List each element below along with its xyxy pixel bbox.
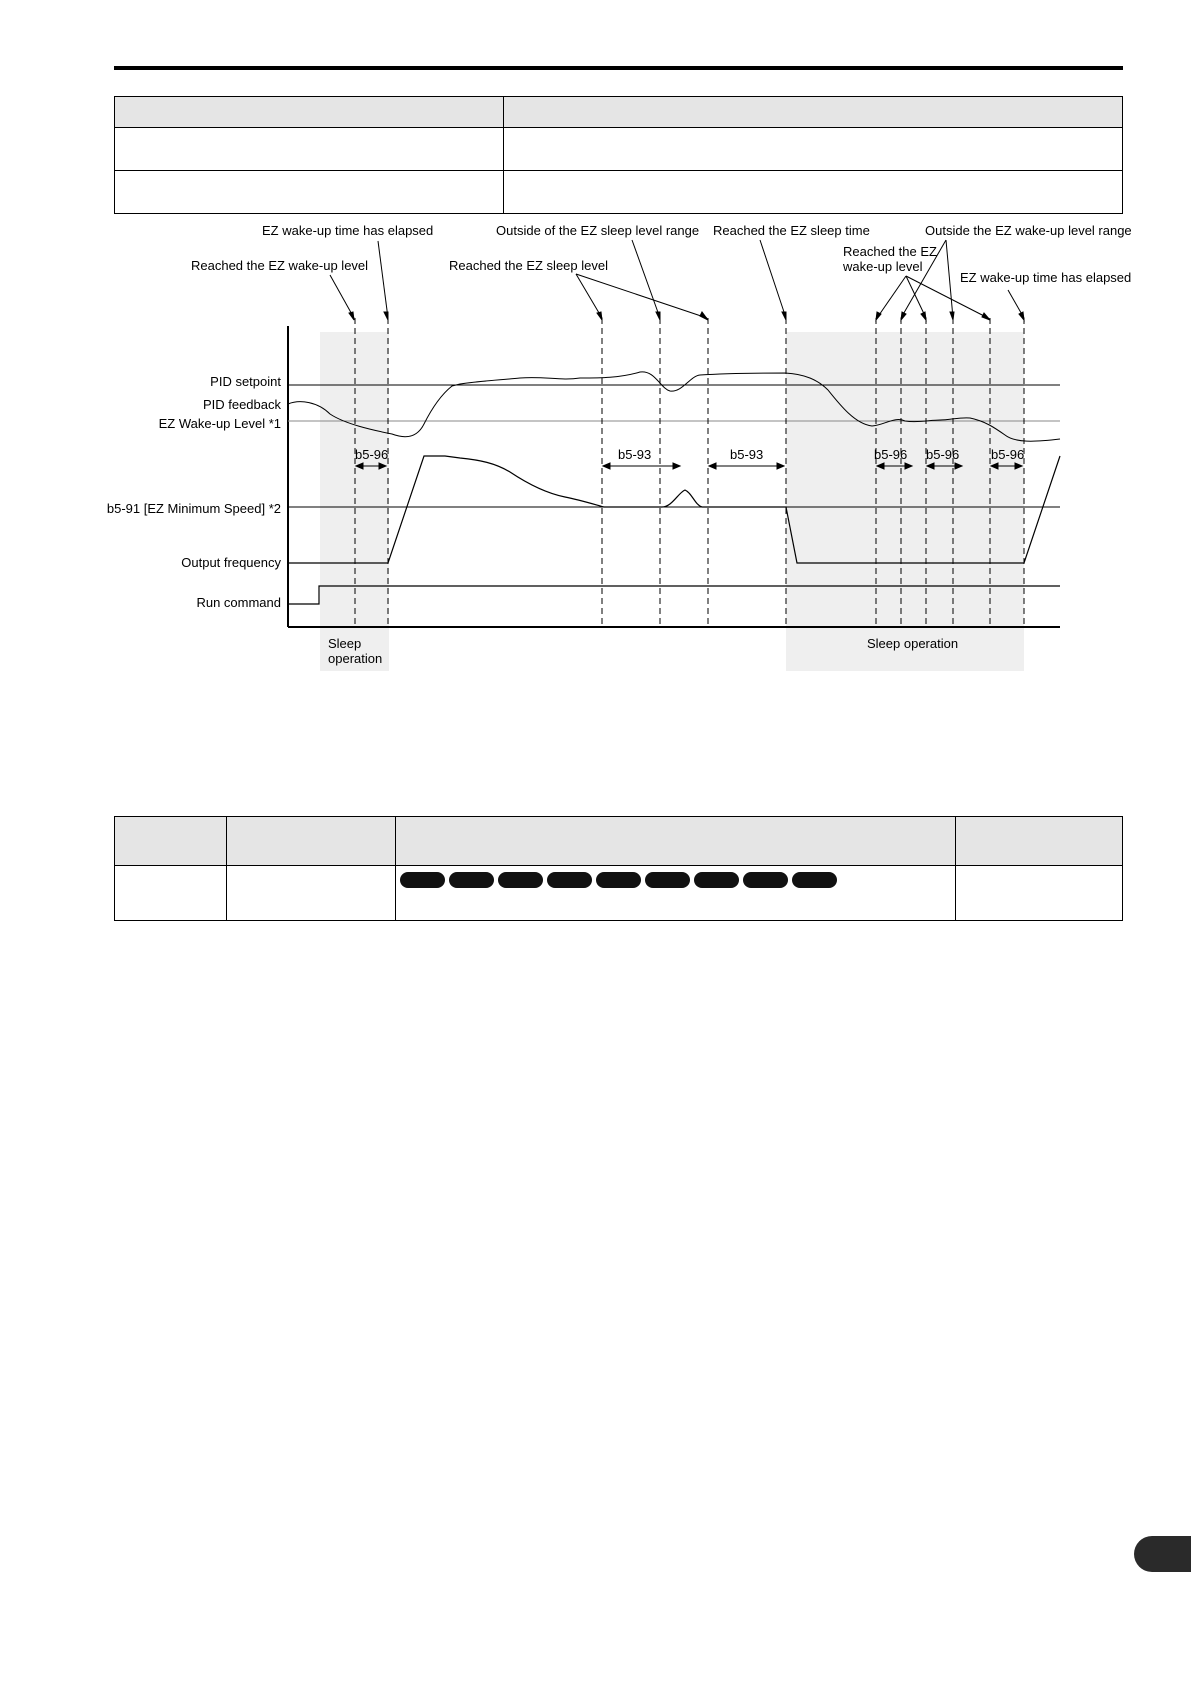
label-output-frequency: Output frequency: [181, 555, 281, 570]
drive-model-badge: [400, 872, 445, 888]
annotation-wakeup-time-elapsed-2: EZ wake-up time has elapsed: [960, 270, 1132, 285]
table-cell: [956, 866, 1123, 921]
region-label-sleep-1a: Sleep: [328, 636, 362, 651]
sleep-region-2: [786, 332, 1024, 671]
table-header-cell: [396, 817, 956, 866]
interval-label: b5-96: [355, 447, 389, 462]
table-cell: [227, 866, 396, 921]
label-pid-setpoint: PID setpoint: [210, 374, 281, 389]
label-pid-feedback: PID feedback: [202, 397, 281, 412]
drive-model-badge: [596, 872, 641, 888]
table-header-row: [115, 817, 1123, 866]
label-min-speed: b5-91 [EZ Minimum Speed] *2: [106, 501, 281, 516]
table-header-cell: [227, 817, 396, 866]
label-wakeup-level: EZ Wake-up Level *1: [158, 416, 281, 431]
drive-model-badges: [396, 872, 955, 888]
drive-model-badge: [645, 872, 690, 888]
interval-label: b5-96: [926, 447, 960, 462]
chapter-tab: [1134, 1536, 1191, 1572]
table-row: [115, 866, 1123, 921]
interval-label: b5-96: [874, 447, 908, 462]
drive-model-badge: [547, 872, 592, 888]
drive-model-badge: [498, 872, 543, 888]
drive-model-cell: [396, 866, 956, 921]
annotation-outside-sleep-range: Outside of the EZ sleep level range: [496, 223, 700, 238]
region-label-sleep-2: Sleep operation: [867, 636, 959, 651]
annotation-wakeup-time-elapsed: EZ wake-up time has elapsed: [262, 223, 434, 238]
interval-label: b5-93: [730, 447, 764, 462]
interval-label: b5-96: [991, 447, 1025, 462]
annotation-reached-wakeup-level-2a: Reached the EZ: [843, 244, 937, 259]
drive-model-badge: [792, 872, 837, 888]
table-header-cell: [115, 817, 227, 866]
drive-model-badge: [743, 872, 788, 888]
drive-model-badge: [449, 872, 494, 888]
annotation-outside-wakeup-range: Outside the EZ wake-up level range: [925, 223, 1132, 238]
annotation-reached-wakeup-level-2b: wake-up level: [843, 259, 923, 274]
label-run-command: Run command: [196, 595, 281, 610]
drive-model-badge: [694, 872, 739, 888]
parameter-table-bottom: [114, 816, 1123, 921]
ez-sleep-timing-diagram: [0, 0, 1191, 700]
table-header-cell: [956, 817, 1123, 866]
table-cell: [115, 866, 227, 921]
region-label-sleep-1b: operation: [328, 651, 383, 666]
annotation-reached-sleep-level: Reached the EZ sleep level: [449, 258, 608, 273]
interval-label: b5-93: [618, 447, 652, 462]
annotation-reached-sleep-time: Reached the EZ sleep time: [713, 223, 870, 238]
annotation-reached-wakeup-level: Reached the EZ wake-up level: [191, 258, 369, 273]
